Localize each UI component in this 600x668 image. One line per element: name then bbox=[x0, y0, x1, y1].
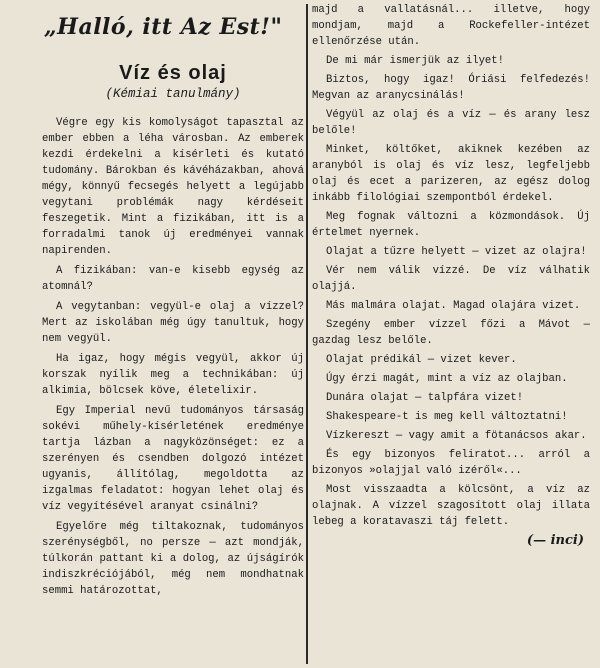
paragraph: majd a vallatásnál... illetve, hogy mondjam, majd a Rockefeller-intézet ellenőrzése után. bbox=[312, 4, 590, 48]
paragraph: Olajat a tűzre helyett — vizet az olajra! bbox=[326, 246, 587, 258]
left-column bbox=[42, 0, 304, 668]
right-column bbox=[312, 0, 590, 668]
paragraph: Dunára olajat — talpfára vizet! bbox=[326, 392, 524, 404]
author-signature: (— inci) bbox=[526, 533, 584, 548]
paragraph: A fizikában: van-e kisebb egység az atomnál? bbox=[42, 265, 304, 293]
paragraph: Végyül az olaj és a víz — és arany lesz belőle! bbox=[312, 109, 590, 137]
paragraph: Szegény ember vízzel főzi a Mávot — gazdag lesz belőle. bbox=[312, 319, 590, 347]
paragraph: Olajat prédikál — vizet kever. bbox=[326, 354, 517, 366]
paragraph: Végre egy kis komolyságot tapasztal az ember ebben a léha városban. Az emberek kezdi érdekelni a kísérleti és kutató tudomány. Bárokban és kávéházakban, ahová mégy, könnyű fecsegés helyett a legújabb vegytani problémák nagy kérdéseit feszegetik. Mint a fizikában, itt is a forradalmi tanok új eredményei vannak napirenden. bbox=[42, 117, 304, 257]
paragraph: De mi már ismerjük az ilyet! bbox=[326, 55, 505, 67]
paragraph: Ha igaz, hogy mégis vegyül, akkor új korszak nyílik meg a technikában: új alkimia, bölcsek köve, életelixir. bbox=[42, 353, 304, 397]
paragraph: Meg fognak változni a közmondások. Új értelmet nyernek. bbox=[312, 211, 590, 239]
paragraph: És egy bizonyos feliratot... arról a bizonyos »olajjal való izéről«... bbox=[312, 449, 590, 477]
paragraph: Egy Imperial nevű tudományos társaság sokévi műhely-kísérletének eredménye tartja lázban a nagyközönséget: ez a szerényen és csendben dolgozó intézet ugyanis, állítólag, megoldotta az izgalmas feladatot: hogyan lehet olaj és víz vegyítésével aranyat csinálni? bbox=[42, 405, 304, 513]
article-subtitle: (Kémiai tanulmány) bbox=[105, 87, 241, 101]
column-divider bbox=[306, 4, 308, 664]
article-title: Víz és olaj bbox=[119, 62, 227, 84]
paragraph: Biztos, hogy igaz! Óriási felfedezés! Megvan az aranycsinálás! bbox=[312, 74, 590, 102]
paragraph: Vízkereszt — vagy amit a fötanácsos akar. bbox=[326, 430, 587, 442]
paragraph: A vegytanban: vegyül-e olaj a vízzel? Mert az iskolában még úgy tanultuk, hogy nem vegyül. bbox=[42, 301, 304, 345]
paragraph: Más malmára olajat. Magad olajára vizet. bbox=[326, 300, 581, 312]
paragraph: Shakespeare-t is meg kell változtatni! bbox=[326, 411, 568, 423]
paragraph: Most visszaadta a kölcsönt, a víz az olajnak. A vízzel szagosított olaj illata lebeg a koratavaszi táj felett. bbox=[312, 484, 590, 528]
paragraph: Úgy érzi magát, mint a víz az olajban. bbox=[326, 373, 568, 385]
left-body bbox=[42, 115, 304, 599]
paragraph: Vér nem válik vízzé. De víz válhatik olajjá. bbox=[312, 265, 590, 293]
column-headline: „Halló, itt Az Est!" bbox=[44, 14, 283, 40]
paragraph: Egyelőre még tiltakoznak, tudományos szerénységből, no persze — azt mondják, túlkorán pattant ki a dolog, az újságírók indiszkréciójából, még nem mondhatnak semmi határozottat, bbox=[42, 521, 304, 597]
paragraph: Minket, költőket, akiknek kezében az aranyból is olaj és víz lesz, legfeljebb olaj és ecet a parizeren, az egész dolog inkább filológiai szempontból érdekel. bbox=[312, 144, 590, 204]
